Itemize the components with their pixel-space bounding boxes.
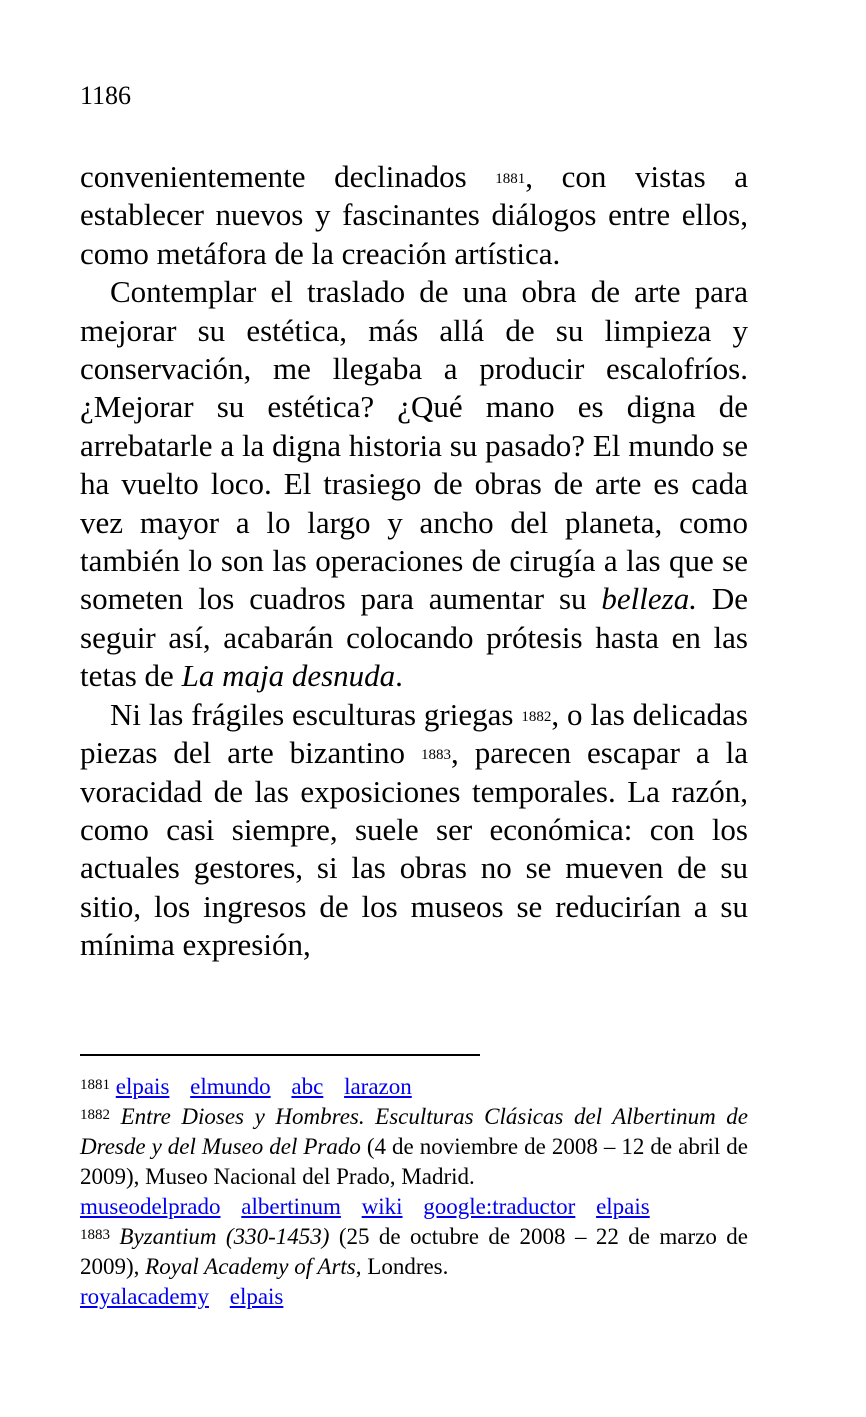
footnote-1882 bbox=[80, 1102, 748, 1222]
emphasis: belleza. bbox=[601, 581, 697, 617]
footnote-ref-1881[interactable]: 1881 bbox=[495, 171, 526, 187]
link-google-traductor[interactable]: google:traductor bbox=[423, 1194, 576, 1219]
footnote-number: 1881 bbox=[80, 1077, 110, 1093]
link-wiki[interactable]: wiki bbox=[361, 1194, 403, 1219]
footnote-number: 1882 bbox=[80, 1107, 110, 1123]
link-larazon[interactable]: larazon bbox=[344, 1074, 412, 1099]
paragraph-2 bbox=[80, 273, 748, 695]
link-elpais[interactable]: elpais bbox=[596, 1194, 650, 1219]
exhibition-details: (4 de noviembre de 2008 – 12 de abril de 2009), Museo Nacional del Prado, Madrid. bbox=[80, 1134, 749, 1189]
footnote-links bbox=[80, 1194, 650, 1219]
text: De seguir así, acabarán colocando prótesis hasta en las tetas de bbox=[80, 581, 749, 694]
link-elpais[interactable]: elpais bbox=[115, 1074, 170, 1099]
footnote-divider bbox=[80, 1054, 480, 1056]
text: , con vistas a establecer nuevos y fascinantes diálogos entre ellos, como metáfora de la creación artística. bbox=[80, 159, 748, 271]
footnote-ref-1882[interactable]: 1882 bbox=[521, 708, 552, 725]
text: . bbox=[395, 658, 403, 694]
page-number: 1186 bbox=[80, 81, 132, 110]
paragraph-3 bbox=[80, 696, 748, 965]
text: , parecen escapar a la voracidad de las exposiciones temporales. La razón, como casi siempre, suele ser económica: con los actuales gestores, si las obras no se mueven de su sitio, los ingresos de los museos se reducirían a su mínima expresión, bbox=[80, 735, 749, 963]
link-elmundo[interactable]: elmundo bbox=[190, 1074, 271, 1099]
footnote-links bbox=[116, 1074, 412, 1099]
footnote-links bbox=[80, 1284, 283, 1309]
footnotes bbox=[80, 1072, 748, 1312]
exhibition-details: (25 de octubre de 2008 – 22 de marzo de 2009), bbox=[80, 1224, 749, 1279]
footnote-1881 bbox=[80, 1072, 748, 1102]
link-elpais[interactable]: elpais bbox=[229, 1284, 284, 1309]
text: , o las delicadas piezas del arte bizantino bbox=[80, 696, 748, 771]
footnote-number: 1883 bbox=[80, 1227, 110, 1243]
link-museodelprado[interactable]: museodelprado bbox=[80, 1194, 221, 1219]
exhibition-title: Byzantium (330-1453) bbox=[119, 1224, 330, 1249]
paragraph-1 bbox=[80, 158, 748, 273]
link-abc[interactable]: abc bbox=[291, 1074, 324, 1099]
artwork-title: La maja desnuda bbox=[181, 658, 396, 694]
link-albertinum[interactable]: albertinum bbox=[241, 1194, 341, 1219]
text: Ni las frágiles esculturas griegas bbox=[110, 696, 514, 732]
body-text bbox=[80, 158, 748, 965]
exhibition-title: Entre Dioses y Hombres. Esculturas Clásicas del Albertinum de Dresde y del Museo del Prado bbox=[80, 1104, 748, 1159]
exhibition-venue: Royal Academy of Arts bbox=[145, 1254, 356, 1279]
text: convenientemente declinados bbox=[80, 159, 467, 194]
link-royalacademy[interactable]: royalacademy bbox=[80, 1284, 209, 1309]
footnote-1883 bbox=[80, 1222, 748, 1312]
text: Contemplar el traslado de una obra de arte para mejorar su estética, más allá de su limpieza y conservación, me llegaba a producir escalofríos. ¿Mejorar su estética? ¿Qué mano es digna de arrebatarle a la digna historia su pasado? El mundo se ha vuelto loco. El trasiego de obras de arte es cada vez mayor a lo largo y ancho del planeta, como también lo son las operaciones de cirugía a las que se someten los cuadros para aumentar su bbox=[80, 274, 748, 617]
footnote-ref-1883[interactable]: 1883 bbox=[421, 747, 451, 764]
exhibition-details: , Londres. bbox=[355, 1254, 449, 1279]
